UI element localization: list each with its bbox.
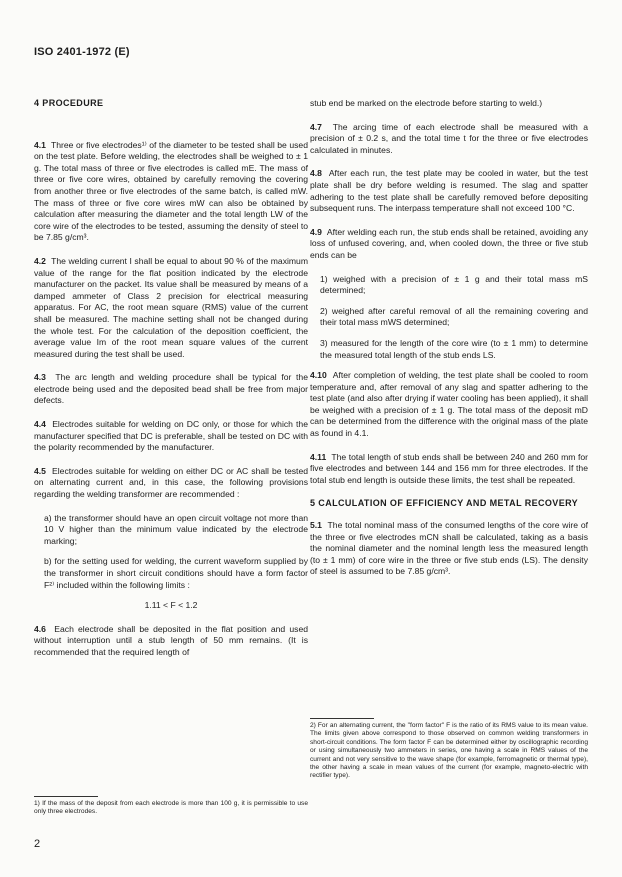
clause-number: 5.1: [310, 520, 322, 531]
clause-4-9: [310, 227, 588, 262]
clause-4-8: [310, 168, 588, 214]
clause-4-2: [34, 256, 308, 360]
clause-number: 4.4: [34, 419, 46, 430]
clause-text: Three or five electrodes¹⁾ of the diameter to be tested shall be used on the test plate. Before welding, the electrodes shall be weighed to ± 1 g. The total mass of three or five electrodes is called mE. The mass of three or five core wires, obtained by carefully removing the covering from another three or five electrodes of the same batch, is called mW. The mass of three or five core wires mW can also be obtained by calculation after measuring the diameter and the total length LW of the core wire of the electrodes to be tested, assuming the density of steel to be 7.85 g/cm³.: [34, 139, 308, 243]
clause-number: 4.10: [310, 370, 327, 381]
footnote-1: 1) If the mass of the deposit from each electrode is more than 100 g, it is permissible to use only three electrodes.: [34, 800, 308, 816]
right-column: [310, 98, 588, 590]
clause-5-1: [310, 520, 588, 578]
clause-number: 4.1: [34, 139, 46, 150]
clause-text: The total length of stub ends shall be between 240 and 260 mm for five electrodes and between 144 and 156 mm for three electrodes. If the total stub end length is outside these limits, the test shall be repeated.: [310, 451, 588, 485]
page-number: 2: [34, 838, 41, 850]
clause-4-6: [34, 624, 308, 659]
document-header: ISO 2401-1972 (E): [34, 46, 130, 58]
list-item-b: b) for the setting used for welding, the current waveform supplied by the transformer in short circuit conditions should have a form factor F²⁾ included within the following limits :: [44, 556, 308, 590]
list-item-1: 1) weighed with a precision of ± 1 g and their total mass mS determined;: [320, 273, 588, 296]
clause-4-4: [34, 419, 308, 454]
clause-text: The arc length and welding procedure shall be typical for the electrode being used and the deposited bead shall be free from major defects.: [34, 372, 308, 406]
clause-number: 4.5: [34, 465, 46, 476]
section-heading-procedure: 4 PROCEDURE: [34, 98, 104, 108]
list-item-a: a) the transformer should have an open circuit voltage not more than 10 V higher than the minimum value indicated by the electrode marking;: [44, 512, 308, 546]
section-heading-calculation: 5 CALCULATION OF EFFICIENCY AND METAL RECOVERY: [310, 498, 579, 509]
clause-text: The welding current I shall be equal to about 90 % of the maximum value of the range for the flat position indicated by the electrode manufacturer on the packet. Its value shall be measured by means of a damped ammeter of Class 2 precision for electrical measuring apparatus. For AC, the root mean square (RMS) value of the current shall be measured. The machine setting shall not be changed during the whole test. For the calculation of the deposition coefficient, the average value Im of the root mean square values of the current measured during the test shall be used.: [34, 255, 308, 359]
clause-number: 4.8: [310, 168, 322, 179]
clause-text: The total nominal mass of the consumed lengths of the core wire of the three or five electrodes mCN shall be calculated, taking as a basis the nominal diameter and the nominal length less the measured length (to ± 1 mm) of core wire in the three or five stub ends (LS). The density of steel is assumed to be 7.85 g/cm³.: [310, 520, 588, 577]
footnote-divider: [34, 796, 98, 797]
clause-text: After each run, the test plate may be cooled in water, but the test plate shall be dry before welding is resumed. The slag and spatter adhering to the test plate shall be carefully removed before depositing subsequent runs. The interpass temperature shall not exceed 100 °C.: [310, 168, 588, 214]
clause-number: 4.2: [34, 255, 46, 266]
clause-text: After completion of welding, the test plate shall be cooled to room temperature and, after removal of any slag and spatter adhering to the test plate (and also after drying if water cooling has been applied), it shall be weighed with a precision of ± 1 g. The total mass of the deposit mD can be determined from the difference with the original mass of the plate as found in 4.1.: [310, 370, 589, 439]
clause-text: After welding each run, the stub ends shall be retained, avoiding any loss of unfused covering, and, when cooled down, the three or five stub ends can be: [310, 226, 588, 260]
form-factor-formula: 1.11 < F < 1.2: [144, 600, 198, 611]
footnote-2: 2) For an alternating current, the "form factor" F is the ratio of its RMS value to its mean value. The limits given above correspond to those observed on common welding transformers in short-circuit conditions. The form factor F can be determined either by oscillographic recording or using simultaneously two ammeters in series, one having a scale in RMS values of the current and not very sensitive to the wave shape (for example, ferromagnetic or thermal type), the other having a scale in mean values of the current (for example, magneto-electric with rectifier type).: [310, 722, 588, 780]
clause-number: 4.7: [310, 121, 322, 132]
clause-number: 4.3: [34, 372, 46, 383]
list-item-2: 2) weighed after careful removal of all the remaining covering and their total mass mWS determined;: [320, 305, 588, 328]
clause-number: 4.11: [310, 451, 327, 462]
clause-4-10: [310, 370, 588, 440]
clause-4-11: [310, 452, 588, 487]
list-item-3: 3) measured for the length of the core wire (to ± 1 mm) to determine the measured total length of the stub ends LS.: [320, 337, 588, 360]
clause-4-3: [34, 372, 308, 407]
clause-text: Each electrode shall be deposited in the flat position and used without interruption until a stub length of 50 mm remains. (It is recommended that the required length of: [34, 623, 309, 657]
clause-text: The arcing time of each electrode shall be measured with a precision of ± 0.2 s, and the total time t for the three or five electrodes calculated in minutes.: [310, 121, 588, 155]
clause-number: 4.6: [34, 623, 46, 634]
clause-4-5: [34, 466, 308, 501]
clause-4-7: [310, 122, 588, 157]
clause-text: Electrodes suitable for welding on DC only, or those for which the manufacturer specified that DC is preferable, shall be tested on DC with the polarity recommended by the manufacturer.: [34, 419, 308, 453]
clause-4-1: [34, 140, 308, 244]
clause-text: Electrodes suitable for welding on either DC or AC shall be tested on alternating current and, in this case, the following provisions regarding the welding transformer are recommended :: [34, 465, 309, 500]
left-column: [34, 98, 308, 671]
clause-4-6-continued: stub end be marked on the electrode before starting to weld.): [310, 98, 543, 108]
clause-number: 4.9: [310, 226, 322, 237]
footnote-divider: [310, 718, 374, 719]
